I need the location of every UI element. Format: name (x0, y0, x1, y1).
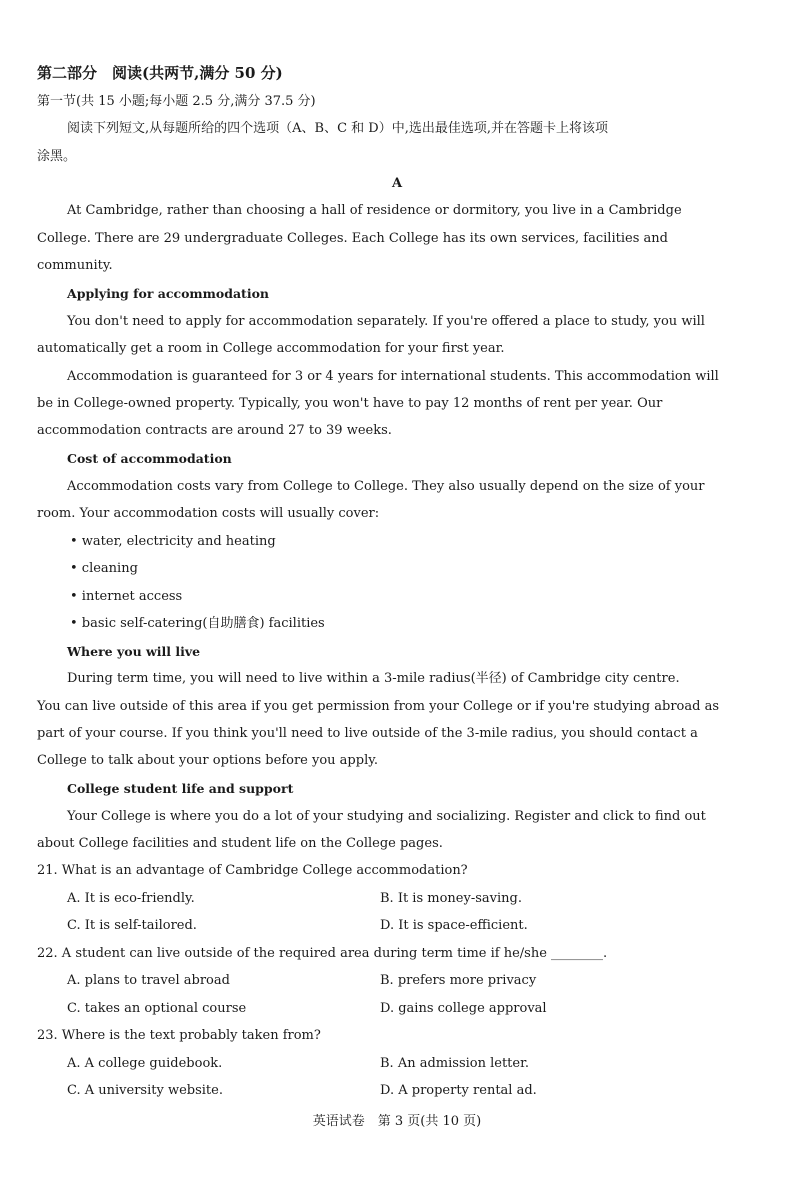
question-stem: 23. Where is the text probably taken from? (37, 1028, 321, 1043)
question-stem: 21. What is an advantage of Cambridge College accommodation? (37, 863, 468, 878)
para-line: part of your course. If you think you'll need to live outside of the 3-mile radius, you should contact a (37, 726, 698, 741)
heading-cost: Cost of accommodation (67, 451, 232, 466)
para-line: You don't need to apply for accommodation separately. If you're offered a place to study, you will (67, 314, 705, 329)
option-a: A. A college guidebook. (67, 1056, 223, 1071)
section-title: 第二部分 阅读(共两节,满分 50 分) (37, 64, 283, 82)
para-line: about College facilities and student life on the College pages. (37, 836, 443, 851)
para-line: During term time, you will need to live within a 3-mile radius(半径) of Cambridge city centre. (67, 671, 680, 686)
list-item: • basic self-catering(自助膳食) facilities (70, 616, 325, 631)
part1-header: 第一节(共 15 小题;每小题 2.5 分,满分 37.5 分) (37, 94, 316, 109)
list-item: • internet access (70, 589, 183, 604)
option-d: D. It is space-efficient. (380, 918, 528, 933)
option-b: B. prefers more privacy (380, 973, 537, 988)
para-line: be in College-owned property. Typically, you won't have to pay 12 months of rent per year. Our (37, 396, 663, 411)
option-d: D. A property rental ad. (380, 1083, 537, 1098)
option-a: A. plans to travel abroad (67, 973, 230, 988)
para-line: Accommodation costs vary from College to College. They also usually depend on the size of your (67, 479, 705, 494)
instructions-line: 阅读下列短文,从每题所给的四个选项（A、B、C 和 D）中,选出最佳选项,并在答题卡上将该项 (67, 121, 608, 136)
heading-life: College student life and support (67, 781, 294, 796)
intro-line: community. (37, 258, 113, 273)
para-line: accommodation contracts are around 27 to 39 weeks. (37, 423, 392, 438)
option-c: C. takes an optional course (67, 1001, 247, 1016)
passage-label: A (391, 176, 403, 191)
option-c: C. A university website. (67, 1083, 223, 1098)
intro-line: College. There are 29 undergraduate Colleges. Each College has its own services, facilities and (37, 231, 668, 246)
para-line: Your College is where you do a lot of your studying and socializing. Register and click to find out (67, 809, 706, 824)
option-b: B. It is money-saving. (380, 891, 522, 906)
option-c: C. It is self-tailored. (67, 918, 197, 933)
list-item: • cleaning (70, 561, 138, 576)
page-footer: 英语试卷 第 3 页(共 10 页) (312, 1114, 482, 1129)
para-line: College to talk about your options before you apply. (37, 753, 378, 768)
heading-applying: Applying for accommodation (67, 286, 270, 301)
list-item: • water, electricity and heating (70, 534, 276, 549)
para-line: automatically get a room in College accommodation for your first year. (37, 341, 505, 356)
intro-line: At Cambridge, rather than choosing a hall of residence or dormitory, you live in a Cambridge (67, 203, 682, 218)
para-line: Accommodation is guaranteed for 3 or 4 years for international students. This accommodation will (67, 369, 719, 384)
option-d: D. gains college approval (380, 1001, 547, 1016)
instructions-line: 涂黑。 (37, 149, 77, 164)
option-a: A. It is eco-friendly. (67, 891, 195, 906)
para-line: You can live outside of this area if you get permission from your College or if you're studying abroad as (37, 699, 719, 714)
para-line: room. Your accommodation costs will usually cover: (37, 506, 380, 521)
option-b: B. An admission letter. (380, 1056, 530, 1071)
question-stem: 22. A student can live outside of the required area during term time if he/she ________. (37, 946, 608, 961)
heading-where: Where you will live (67, 644, 201, 659)
